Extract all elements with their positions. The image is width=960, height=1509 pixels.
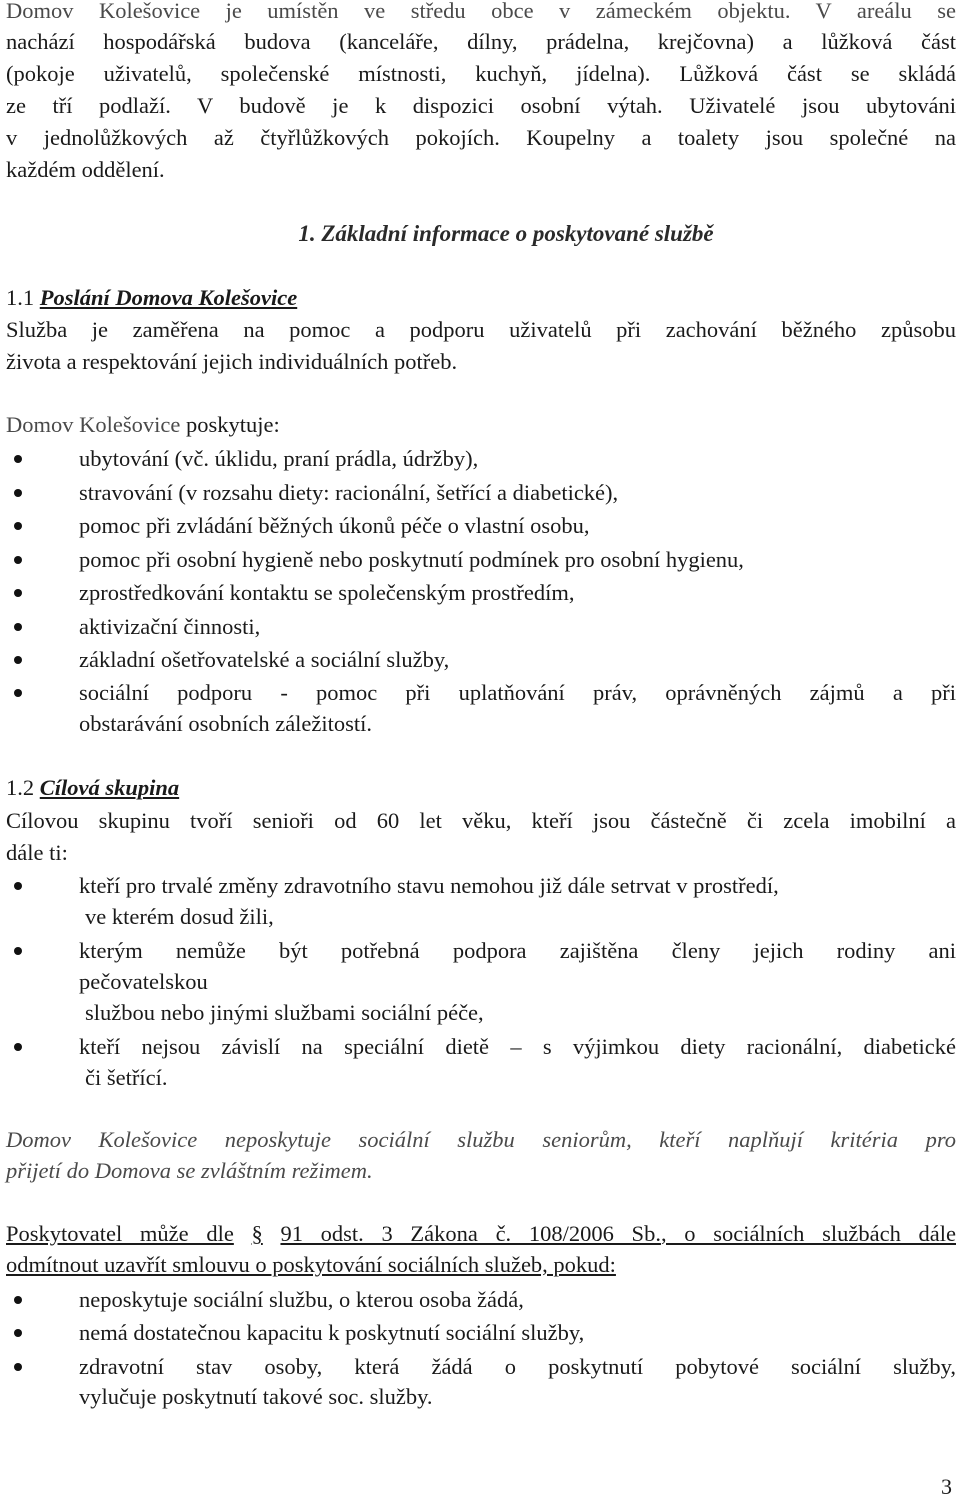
law-reference: 91 odst. 3 Zákona č. 108/2006 Sb.	[280, 1221, 661, 1246]
bullet-icon	[14, 947, 22, 955]
provider-line	[6, 1219, 956, 1249]
document-page: Domov Kolešovice je umístěn ve středu obce v zámeckém objektu. V areálu se nachází hospodářská budova (kanceláře, dílny, prádelna, krejčovna) a lůžková část (pokoje uživatelů, společenské místnosti, kuchyň, jídelna). Lůžková část se skládá ze tří podlaží. V budově je k dispozici osobní výtah. Uživatelé jsou ubytováni v jednolůžkových až čtyřlůžkových pokojích. Koupelny a toalety jsou společné na každém oddělení. 1. Základní informace o poskytované službě 1.1 Poslání Domova Kolešovice Služba je zaměřena na pomoc a podporu uživatelů při zachování běžného způsobu života a respektování jejich individuálních potřeb. Domov Kolešovice poskytuje: ubytování (vč. úklidu, praní prádla, údržby), stravování (v rozsahu diety: racionální, šetřící a diabetické), pomoc při zvládání běžných úkonů péče o vlastní osobu, pomoc při osobní hygieně nebo poskytnutí podmínek pro osobní hygienu, zprostředkování kontaktu se společenským prostředím, aktivizační činnosti, základní ošetřovatelské a sociální služby, sociální podporu - pomoc při uplatňování práv, oprávněných zájmů a při obstarávání osobních záležitostí. 1.2 Cílová skupina Cílovou skupinu tvoří senioři od 60 let věku, kteří jsou částečně či zcela imobilní a dále ti: kteří pro trvalé změny zdravotního stavu nemohou již dále setrvat v prostředí, ve kterém dosud žili, kterým nemůže být potřebná podpora zajištěna členy jejich rodiny ani pečovatelskou službou nebo jinými službami sociální péče, kteří nejsou závislí na speciální dietě – s výjimkou diety racionální, diabetické či šetřící. Domov Kolešovice neposkytuje sociální službu seniorům, kteří naplňují kritéria pro přijetí do Domova se zvláštním režimem. Poskytovatel může dle § 91 odst. 3 Zákona č. 108/2006 Sb., o sociálních službách dále odmítnout uzavřít smlouvu o poskytování sociálních služeb, pokud: neposkytuje sociální službu, o kterou osoba žádá, nemá dostatečnou kapacitu k poskytnutí sociální služby, zdravotní stav osoby, která žádá o poskytnutí pobytové sociální služby, vylučuje poskytnutí takové soc. služby. 3	[0, 0, 960, 1509]
intro-line: Domov Kolešovice je umístěn ve středu obce v zámeckém objektu. V areálu se	[6, 0, 956, 23]
bullet-icon	[14, 689, 22, 697]
bullet-icon	[14, 455, 22, 463]
bullet-icon	[14, 1043, 22, 1051]
list-item-continuation: službou nebo jinými službami sociální péče,	[85, 1000, 484, 1025]
list-item-continuation: ve kterém dosud žili,	[85, 904, 274, 929]
provider-text: , o sociálních službách dále	[660, 1221, 956, 1246]
list-item-continuation: obstarávání osobních záležitostí.	[79, 711, 373, 736]
intro-line: v jednolůžkových až čtyřlůžkových pokojích. Koupelny a toalety jsou společné na	[6, 125, 956, 150]
bullet-icon	[14, 1363, 22, 1371]
note-line: přijetí do Domova se zvláštním režimem.	[6, 1158, 373, 1183]
provider-text: Poskytovatel může dle	[6, 1221, 234, 1246]
bullet-icon	[14, 1296, 22, 1304]
list-item-continuation: či šetřící.	[85, 1065, 168, 1090]
bullet-icon	[14, 623, 22, 631]
provides-lead-name: Domov Kolešovice	[6, 412, 181, 437]
subsection-title-1-2	[6, 773, 956, 803]
subsection-number: 1.1	[6, 285, 35, 310]
note-line: Domov Kolešovice neposkytuje sociální službu seniorům, kteří naplňují kritéria pro	[6, 1127, 956, 1152]
provides-lead	[6, 410, 956, 440]
bullet-icon	[14, 522, 22, 530]
intro-line: každém oddělení.	[6, 157, 165, 182]
intro-line: (pokoje uživatelů, společenské místnosti, kuchyň, jídelna). Lůžková část se skládá	[6, 61, 956, 86]
intro-line: ze tří podlaží. V budově je k dispozici osobní výtah. Uživatelé jsou ubytováni	[6, 93, 956, 118]
bullet-icon	[14, 556, 22, 564]
list-item-continuation: vylučuje poskytnutí takové soc. služby.	[79, 1384, 433, 1409]
page-number: 3	[941, 1474, 952, 1499]
mission-line: Služba je zaměřena na pomoc a podporu uživatelů při zachování běžného způsobu	[6, 317, 956, 342]
section-heading: 1. Základní informace o poskytované službě	[298, 221, 714, 246]
subsection-number: 1.2	[6, 775, 35, 800]
target-group-line: Cílovou skupinu tvoří senioři od 60 let věku, kteří jsou částečně či zcela imobilní a	[6, 808, 956, 833]
mission-line: života a respektování jejich individuálních potřeb.	[6, 349, 458, 374]
bullet-icon	[14, 1329, 22, 1337]
provides-lead-rest: poskytuje:	[180, 412, 280, 437]
section-sign: §	[251, 1221, 263, 1246]
subsection-title-1-1	[6, 283, 956, 313]
bullet-icon	[14, 489, 22, 497]
intro-line: nachází hospodářská budova (kanceláře, dílny, prádelna, krejčovna) a lůžková část	[6, 29, 956, 54]
target-group-line: dále ti:	[6, 840, 68, 865]
bullet-icon	[14, 656, 22, 664]
bullet-icon	[14, 589, 22, 597]
bullet-icon	[14, 882, 22, 890]
provider-line: odmítnout uzavřít smlouvu o poskytování sociálních služeb, pokud:	[6, 1252, 616, 1277]
subsection-title: Poslání Domova Kolešovice	[39, 285, 298, 310]
list-item-continuation: pečovatelskou	[79, 969, 208, 994]
subsection-title: Cílová skupina	[39, 775, 180, 800]
